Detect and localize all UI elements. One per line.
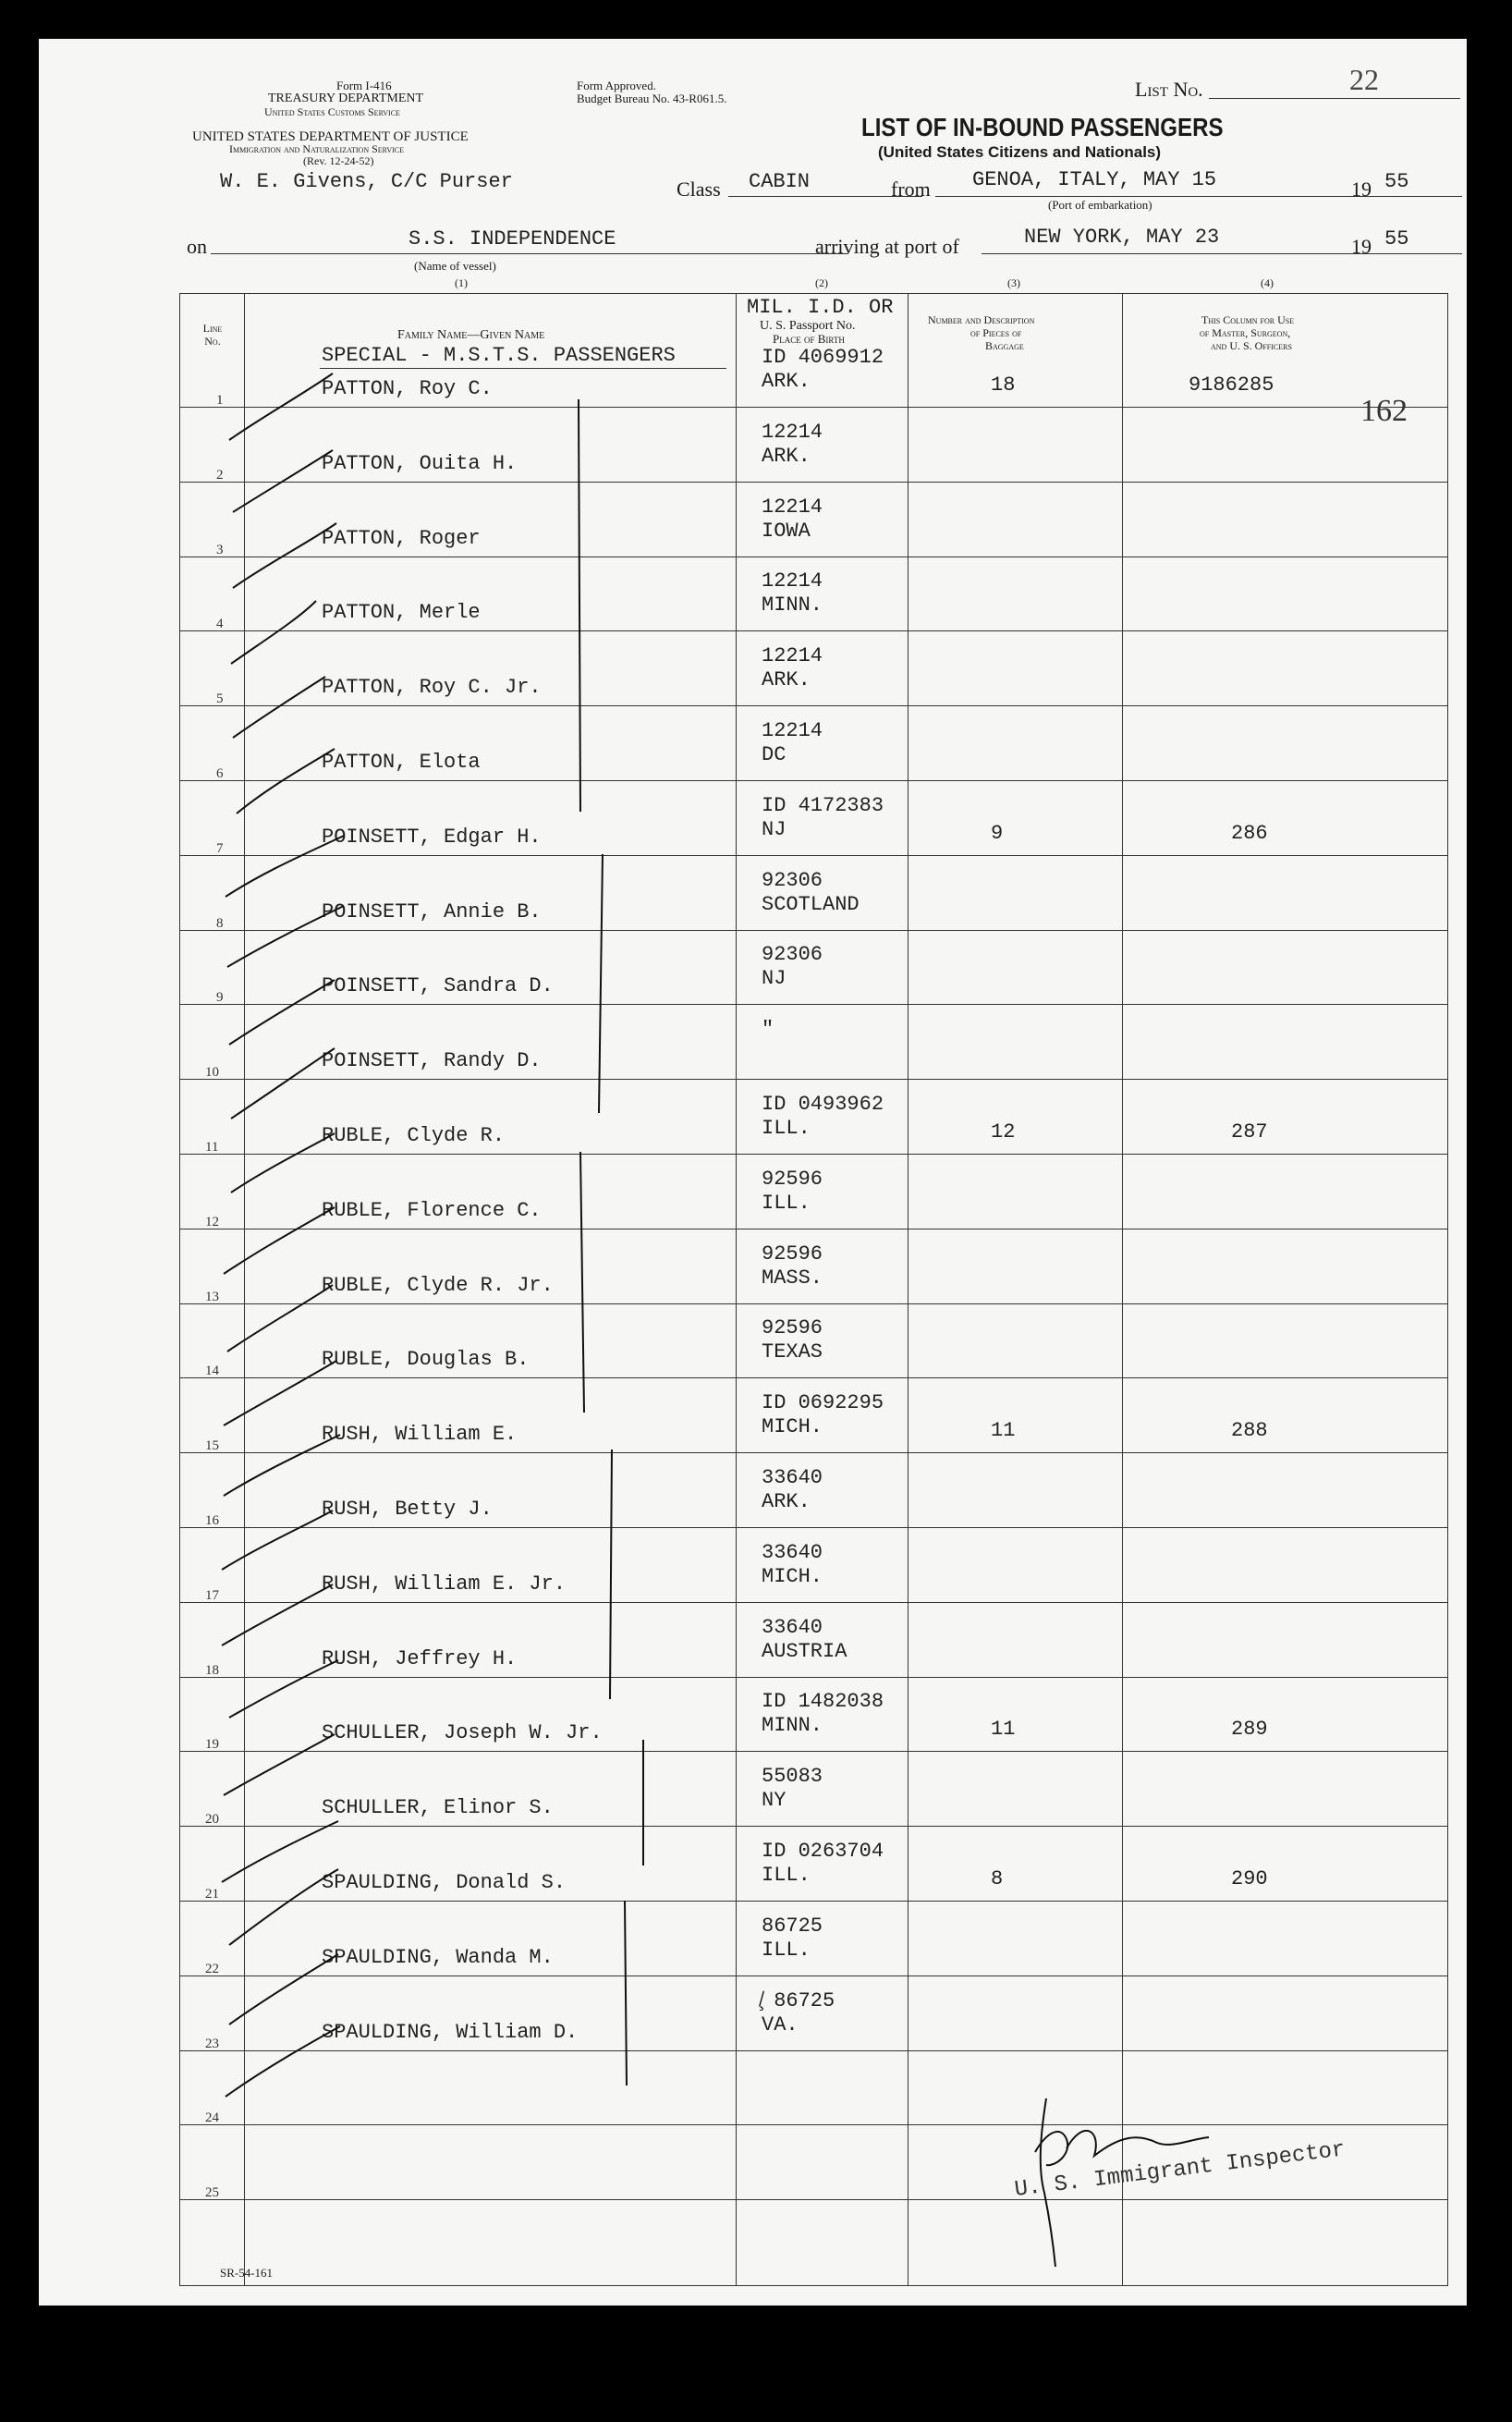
line-number: 8 [216,915,224,931]
year-prefix-1: 19 [1351,177,1372,201]
place-of-birth: TEXAS [762,1340,823,1364]
line-number: 17 [205,1587,219,1603]
place-of-birth: MINN. [762,1714,823,1738]
place-of-birth: AUSTRIA [762,1639,847,1663]
line-number: 13 [205,1289,219,1304]
place-of-birth: SCOTLAND [762,892,860,916]
place-of-birth: VA. [762,2012,799,2037]
place-of-birth: DC [762,743,786,766]
justice-dept: UNITED STATES DEPARTMENT OF JUSTICE [192,129,469,144]
passport-number: 33640 [762,1540,823,1564]
place-of-birth: ARK. [762,444,811,468]
passenger-name: RUBLE, Douglas B. [322,1348,530,1372]
passport-number: ID 4069912 [762,346,884,369]
purser-name: W. E. Givens, C/C Purser [220,170,513,193]
passenger-name: PATTON, Roy C. [322,377,493,400]
passenger-name: RUSH, Betty J. [322,1498,493,1521]
annotation-162: 162 [1360,394,1408,428]
place-of-birth: MICH. [762,1415,823,1439]
form-subtitle: (United States Citizens and Nationals) [878,143,1162,161]
passenger-name: PATTON, Roger [322,526,481,550]
officer-entry: 9186285 [1189,373,1274,397]
place-of-birth: ILL. [762,1117,811,1140]
col-header-baggage-1: Number and Description [928,313,1035,326]
passenger-name: RUSH, Jeffrey H. [322,1646,518,1670]
passport-number: 12214 [762,644,823,668]
place-of-birth: ARK. [762,1490,811,1513]
line-number: 11 [205,1140,219,1155]
line-number: 10 [205,1065,219,1081]
ins-service: Immigration and Naturalization Service [229,142,405,155]
embarkation-port: GENOA, ITALY, MAY 15 [972,168,1217,191]
place-of-birth: ARK. [762,668,811,692]
col-header-birth: Place of Birth [773,332,845,346]
place-of-birth: ARK. [762,370,811,393]
place-of-birth: NJ [762,967,786,991]
passenger-name: POINSETT, Annie B. [322,899,542,924]
on-label: on [187,235,207,258]
form-number: Form I-416 [336,79,392,92]
line-number: 9 [216,990,224,1006]
line-number: 4 [216,617,224,632]
arriving-label: arriving at port of [815,235,959,258]
baggage-count: 12 [991,1120,1016,1144]
line-number: 5 [216,691,224,707]
passenger-name: SPAULDING, Donald S. [322,1871,567,1894]
manifest-page [39,39,1467,2306]
place-of-birth: MINN. [762,593,823,618]
baggage-count: 18 [991,373,1016,397]
line-number: 7 [216,840,224,856]
officer-entry: 286 [1231,821,1268,845]
line-number: 16 [205,1513,219,1528]
passport-number: ̸̧ 86725 [762,1988,835,2012]
col-header-use-1: This Column for Use [1201,313,1295,326]
col-header-baggage-2: of Pieces of [970,326,1022,339]
col-header-baggage-3: Baggage [985,339,1024,352]
passport-number: 92596 [762,1242,823,1266]
place-of-birth: ILL. [762,1191,811,1215]
baggage-count: 11 [991,1718,1016,1742]
year-1: 55 [1384,170,1409,193]
passenger-name: RUBLE, Clyde R. [322,1124,506,1147]
year-2: 55 [1384,227,1409,251]
passport-number: 92596 [762,1167,823,1191]
line-number: 19 [205,1737,219,1753]
vessel-caption: (Name of vessel) [414,259,496,273]
place-of-birth: MICH. [762,1564,823,1588]
class-value: CABIN [749,170,811,193]
passenger-name: RUBLE, Clyde R. Jr. [322,1273,554,1297]
passport-number: ID 1482038 [762,1690,884,1714]
col-header-use-2: of Master, Surgeon, [1200,326,1291,339]
footer-code: SR-54-161 [220,2266,274,2280]
list-number: 22 [1349,63,1379,96]
col-num-4: (4) [1261,276,1274,289]
form-approved: Form Approved. [577,79,656,92]
line-number: 20 [205,1812,219,1828]
passport-number: 33640 [762,1466,823,1489]
line-number: 6 [216,766,224,781]
port-embark-caption: (Port of embarkation) [1048,198,1152,212]
passport-number: ID 4172383 [762,793,884,817]
officer-entry: 288 [1231,1419,1268,1443]
place-of-birth: ILL. [762,1938,811,1962]
col-num-2: (2) [815,276,828,289]
passenger-name: RUSH, William E. Jr. [322,1572,567,1596]
passenger-name: RUBLE, Florence C. [322,1198,542,1222]
passenger-name: PATTON, Elota [322,751,481,774]
passport-number: 33640 [762,1615,823,1639]
line-number: 24 [205,2110,219,2126]
handwritten-check-marks [39,39,1467,2306]
line-number: 3 [216,542,224,557]
passenger-name: SPAULDING, William D. [322,2020,579,2044]
passenger-name: POINSETT, Sandra D. [322,974,554,998]
passenger-name: SPAULDING, Wanda M. [322,1945,554,1969]
col-header-passport: U. S. Passport No. [760,319,856,333]
line-number: 23 [205,2036,219,2051]
passport-number: ID 0692295 [762,1391,884,1415]
arrival-port: NEW YORK, MAY 23 [1024,226,1220,249]
passenger-name: POINSETT, Edgar H. [322,825,542,849]
line-number: 1 [216,393,224,408]
place-of-birth: IOWA [762,519,811,543]
passenger-name: POINSETT, Randy D. [322,1049,542,1073]
passenger-name: PATTON, Roy C. Jr. [322,676,542,700]
col-num-3: (3) [1007,276,1020,289]
class-label: Class [677,177,721,201]
list-no-label: List No. [1135,78,1203,101]
form-revision: (Rev. 12-24-52) [303,154,374,167]
passport-number: " [762,1018,774,1042]
passenger-name: RUSH, William E. [322,1423,518,1447]
customs-service: United States Customs Service [264,105,400,118]
baggage-count: 8 [991,1867,1004,1890]
passport-number: 86725 [762,1914,823,1938]
col-header-passport-typed: MIL. I.D. OR [747,296,894,319]
passport-number: 12214 [762,420,823,444]
budget-bureau: Budget Bureau No. 43-R061.5. [577,92,727,105]
line-number: 18 [205,1662,219,1678]
inspector-stamp: U. S. Immigrant Inspector [1013,2137,1347,2203]
vessel-name: S.S. INDEPENDENCE [408,227,616,251]
passenger-name: SCHULLER, Elinor S. [322,1796,554,1820]
passport-number: 12214 [762,495,823,519]
passenger-name: PATTON, Merle [322,601,481,625]
passport-number: 92306 [762,943,823,967]
line-number: 25 [205,2185,219,2201]
officer-entry: 289 [1231,1718,1268,1742]
form-title: LIST OF IN-BOUND PASSENGERS [861,113,1224,141]
passport-number: 92306 [762,868,823,892]
treasury-dept: TREASURY DEPARTMENT [268,92,424,105]
passport-number: 12214 [762,569,823,593]
place-of-birth: NY [762,1789,786,1813]
baggage-count: 9 [991,821,1004,845]
passport-number: 12214 [762,719,823,742]
line-number: 22 [205,1961,219,1976]
place-of-birth: MASS. [762,1266,823,1290]
passport-number: 92596 [762,1316,823,1340]
passport-number: 55083 [762,1765,823,1789]
year-prefix-2: 19 [1351,235,1372,258]
line-number: 15 [205,1438,219,1454]
passport-number: ID 0493962 [762,1093,884,1116]
passenger-name: SCHULLER, Joseph W. Jr. [322,1721,603,1745]
line-number: 21 [205,1887,219,1902]
passenger-name: PATTON, Ouita H. [322,451,518,475]
place-of-birth: NJ [762,817,786,841]
baggage-count: 11 [991,1419,1016,1443]
col-header-name: Family Name—Given Name [397,328,545,342]
line-number: 2 [216,467,224,483]
from-label: from [891,177,931,201]
line-number: 14 [205,1364,219,1379]
place-of-birth: ILL. [762,1864,811,1887]
col-num-1: (1) [455,276,468,289]
section-heading: SPECIAL - M.S.T.S. PASSENGERS [322,344,676,367]
officer-entry: 290 [1231,1867,1268,1890]
col-header-use-3: and U. S. Officers [1211,339,1292,352]
officer-entry: 287 [1231,1120,1268,1144]
passport-number: ID 0263704 [762,1840,884,1863]
col-header-line: Line No. [202,322,223,349]
line-number: 12 [205,1214,219,1229]
